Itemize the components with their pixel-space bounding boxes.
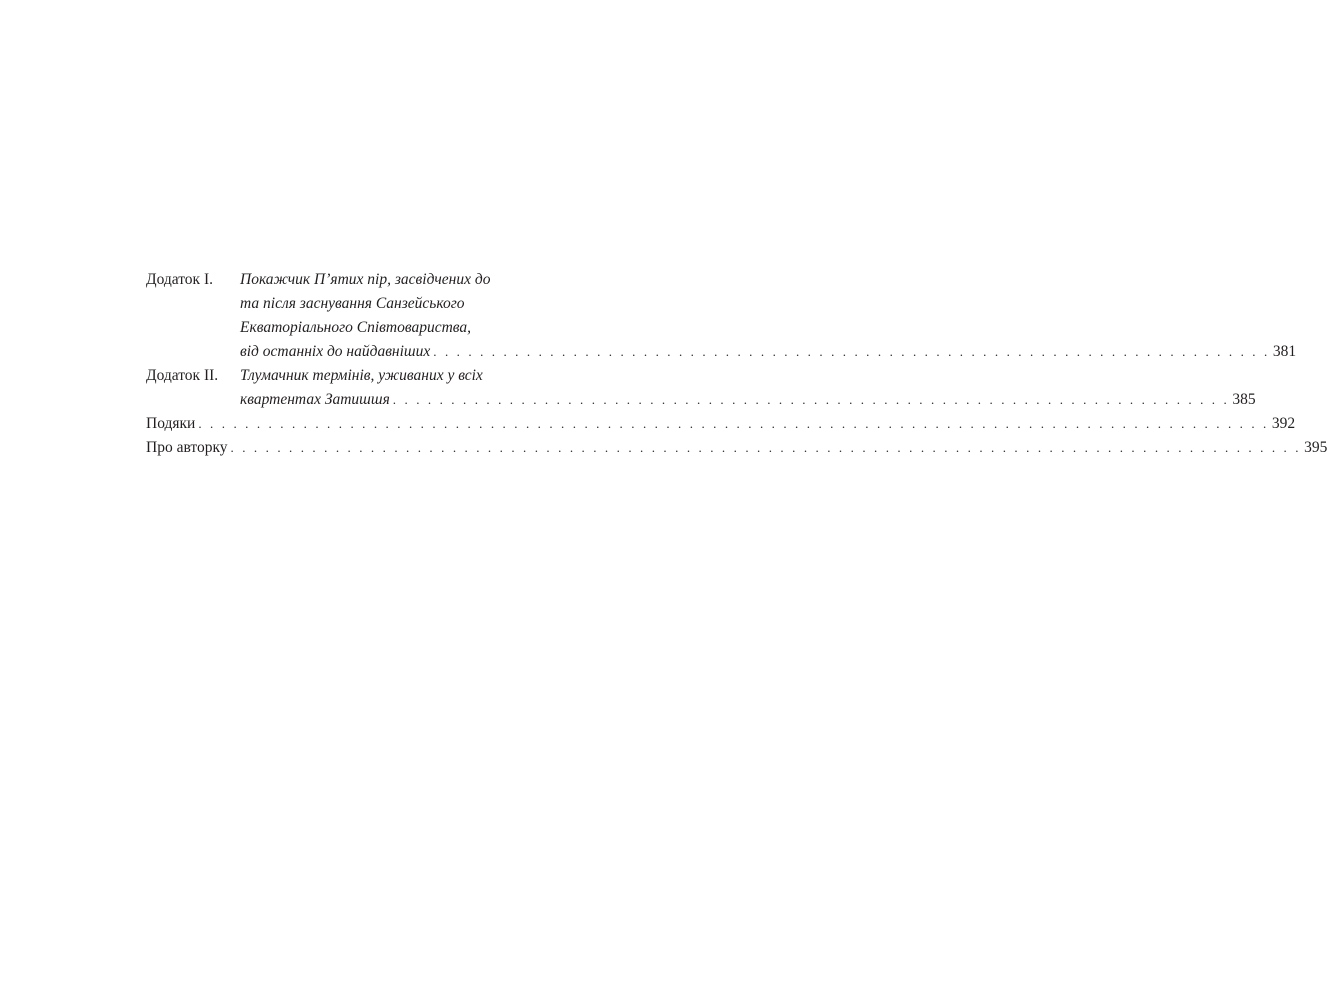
toc-entry-title-line: Екваторіального Співтовариства, <box>240 319 472 336</box>
toc-entry-title-line: квартентах Затишшя <box>240 391 390 408</box>
toc-entry-label: Про авторку <box>146 439 228 456</box>
toc-entry-about-author[interactable] <box>146 436 1327 460</box>
table-of-contents <box>146 268 1327 460</box>
toc-page-number: 381 <box>1272 343 1297 360</box>
toc-entry-label: Додаток I. <box>146 271 214 288</box>
toc-page-number: 385 <box>1232 391 1256 408</box>
toc-entry-title-line: від останніх до найдавніших <box>240 343 431 360</box>
toc-entry-label: Подяки <box>146 415 196 432</box>
toc-entry-title-line: та після заснування Санзейського <box>240 295 465 312</box>
toc-page-number: 392 <box>1271 415 1296 432</box>
toc-entry-appendix-1[interactable] <box>146 268 1297 364</box>
dot-leader: . . . . . . . . . . . . . . . . . . . . . . . . . . . . . . . . . . . . . . . . . . . . . . . . . . . . . . . . . . . . . . . . . . . . . . . . . . . . . . . . . . . . . . . . . . . . <box>198 416 1269 431</box>
toc-entry-title-line: Покажчик П’ятих пір, засвідчених до <box>240 271 491 288</box>
dot-leader: . . . . . . . . . . . . . . . . . . . . . . . . . . . . . . . . . . . . . . . . . . . . . . . . . . . . . . . . . . . . . . . . . . . . . . . . . . . . . . . . . . . . . . . . . . . . <box>230 440 1302 455</box>
toc-entry-label: Додаток II. <box>146 367 219 384</box>
toc-entry-acknowledgements[interactable] <box>146 412 1296 436</box>
toc-page-number: 395 <box>1304 439 1327 456</box>
toc-entry-title-line: Тлумачник термінів, уживаних у всіх <box>240 367 483 384</box>
toc-entry-appendix-2[interactable] <box>146 364 1256 412</box>
dot-leader: . . . . . . . . . . . . . . . . . . . . . . . . . . . . . . . . . . . . . . . . . . . . . . . . . . . . . . . . . . . . . . . . . . . . . . . . <box>392 392 1230 407</box>
dot-leader: . . . . . . . . . . . . . . . . . . . . . . . . . . . . . . . . . . . . . . . . . . . . . . . . . . . . . . . . . . . . . . . . . . . . . . . . <box>433 344 1270 359</box>
